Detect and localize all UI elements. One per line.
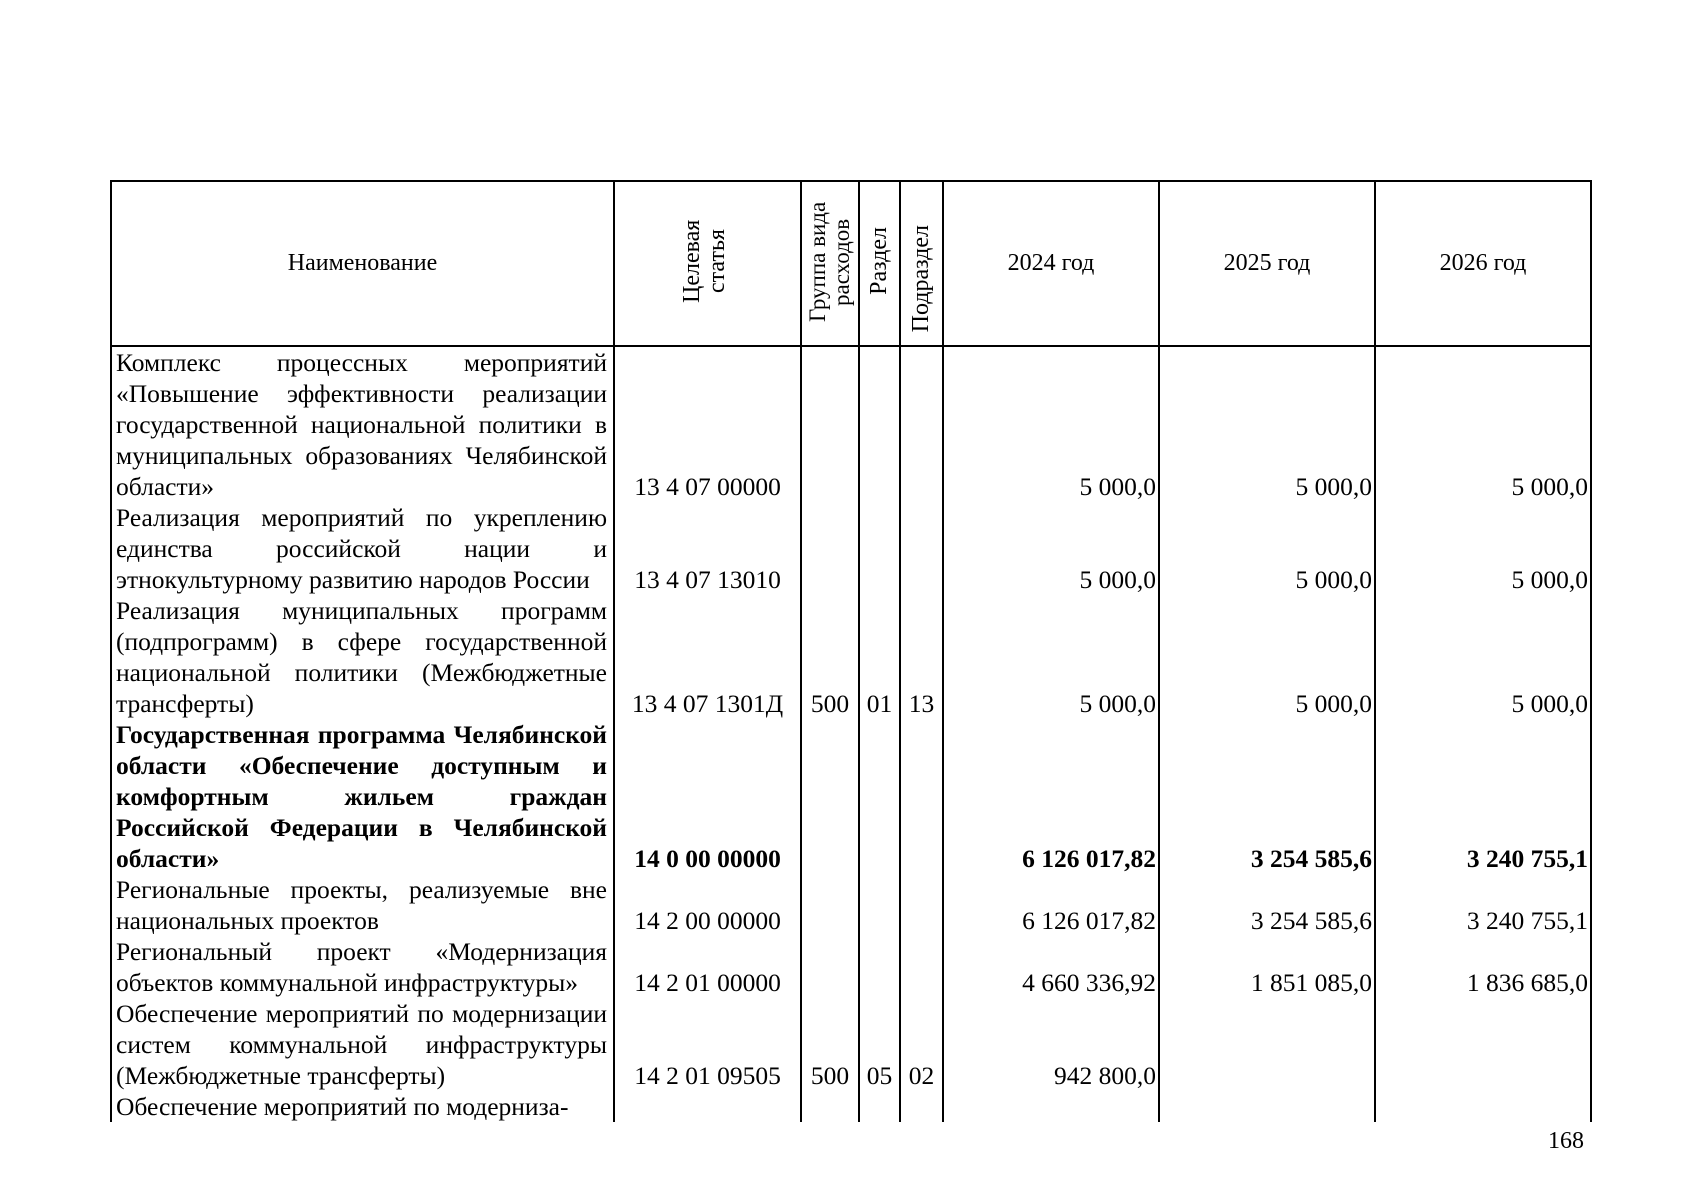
row-target-article: 13 4 07 1301Д <box>614 595 801 719</box>
row-2025: 5 000,0 <box>1159 346 1375 502</box>
row-2026: 5 000,0 <box>1375 595 1591 719</box>
row-2026 <box>1375 998 1591 1091</box>
row-subsection <box>900 874 943 936</box>
header-target-article: Целевая статья <box>614 181 801 346</box>
row-expense-group <box>801 346 859 502</box>
header-subsection: Подраздел <box>900 181 943 346</box>
table-row <box>111 346 1591 502</box>
row-subsection: 13 <box>900 595 943 719</box>
row-2024: 942 800,0 <box>943 998 1159 1091</box>
row-name: Обеспечение мероприятий по модернизации систем коммунальной инфраструктуры (Межбюджетные трансферты) <box>111 998 614 1091</box>
page-number: 168 <box>1548 1128 1584 1154</box>
row-2025 <box>1159 998 1375 1091</box>
row-name: Реализация муниципальных программ (подпрограмм) в сфере государственной национальной политики (Межбюджетные трансферты) <box>111 595 614 719</box>
row-2024: 5 000,0 <box>943 346 1159 502</box>
row-2025: 5 000,0 <box>1159 595 1375 719</box>
row-subsection <box>900 346 943 502</box>
header-expense-group: Группа вида расходов <box>801 181 859 346</box>
row-subsection <box>900 936 943 998</box>
header-2026: 2026 год <box>1375 181 1591 346</box>
row-expense-group <box>801 874 859 936</box>
row-section <box>859 1091 900 1122</box>
row-section: 01 <box>859 595 900 719</box>
row-subsection <box>900 719 943 874</box>
row-expense-group: 500 <box>801 595 859 719</box>
table-header-row <box>111 181 1591 346</box>
row-name: Обеспечение мероприятий по модерниза- <box>111 1091 614 1122</box>
row-name: Государственная программа Челябинской области «Обеспечение доступным и комфортным жильем граждан Российской Федерации в Челябинской области» <box>111 719 614 874</box>
row-target-article: 13 4 07 13010 <box>614 502 801 595</box>
row-name: Реализация мероприятий по укреплению единства российской нации и этнокультурному развитию народов России <box>111 502 614 595</box>
header-name: Наименование <box>111 181 614 346</box>
row-subsection: 02 <box>900 998 943 1091</box>
row-section <box>859 874 900 936</box>
row-expense-group <box>801 936 859 998</box>
table-row <box>111 936 1591 998</box>
row-2024: 6 126 017,82 <box>943 874 1159 936</box>
row-expense-group <box>801 1091 859 1122</box>
row-section <box>859 936 900 998</box>
row-target-article <box>614 1091 801 1122</box>
table-row <box>111 502 1591 595</box>
row-2026 <box>1375 1091 1591 1122</box>
row-2026: 3 240 755,1 <box>1375 719 1591 874</box>
row-name: Региональный проект «Модернизация объектов коммунальной инфраструктуры» <box>111 936 614 998</box>
row-subsection <box>900 502 943 595</box>
row-2026: 3 240 755,1 <box>1375 874 1591 936</box>
row-section <box>859 719 900 874</box>
row-2024: 4 660 336,92 <box>943 936 1159 998</box>
row-2024 <box>943 1091 1159 1122</box>
table-row <box>111 998 1591 1091</box>
row-subsection <box>900 1091 943 1122</box>
row-target-article: 13 4 07 00000 <box>614 346 801 502</box>
table-row <box>111 1091 1591 1122</box>
budget-table <box>110 180 1592 1122</box>
table-body <box>111 346 1591 1122</box>
row-2025: 3 254 585,6 <box>1159 719 1375 874</box>
row-section: 05 <box>859 998 900 1091</box>
row-expense-group <box>801 502 859 595</box>
header-2025: 2025 год <box>1159 181 1375 346</box>
row-expense-group <box>801 719 859 874</box>
row-2026: 5 000,0 <box>1375 346 1591 502</box>
row-target-article: 14 0 00 00000 <box>614 719 801 874</box>
table-row <box>111 719 1591 874</box>
row-target-article: 14 2 01 09505 <box>614 998 801 1091</box>
row-2024: 5 000,0 <box>943 502 1159 595</box>
row-2025: 1 851 085,0 <box>1159 936 1375 998</box>
row-name: Региональные проекты, реализуемые вне национальных проектов <box>111 874 614 936</box>
row-2026: 5 000,0 <box>1375 502 1591 595</box>
row-2026: 1 836 685,0 <box>1375 936 1591 998</box>
row-expense-group: 500 <box>801 998 859 1091</box>
table-row <box>111 595 1591 719</box>
row-name: Комплекс процессных мероприятий «Повышение эффективности реализации государственной национальной политики в муниципальных образованиях Челябинской области» <box>111 346 614 502</box>
row-2025 <box>1159 1091 1375 1122</box>
row-target-article: 14 2 00 00000 <box>614 874 801 936</box>
header-2024: 2024 год <box>943 181 1159 346</box>
row-2025: 3 254 585,6 <box>1159 874 1375 936</box>
row-target-article: 14 2 01 00000 <box>614 936 801 998</box>
row-2024: 6 126 017,82 <box>943 719 1159 874</box>
header-section: Раздел <box>859 181 900 346</box>
row-2024: 5 000,0 <box>943 595 1159 719</box>
row-2025: 5 000,0 <box>1159 502 1375 595</box>
row-section <box>859 502 900 595</box>
row-section <box>859 346 900 502</box>
table-row <box>111 874 1591 936</box>
